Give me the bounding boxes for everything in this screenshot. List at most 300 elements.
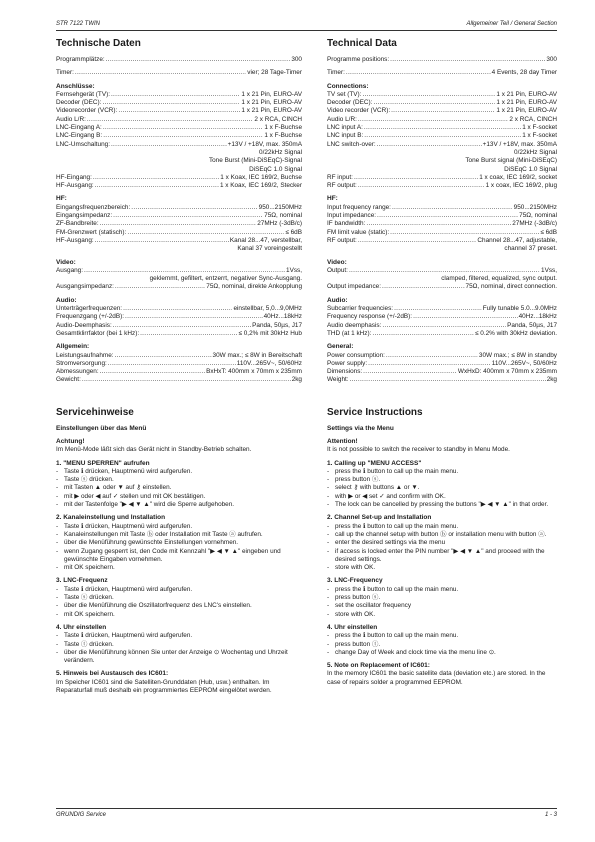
leader-dots <box>394 305 482 313</box>
spec-row <box>56 313 302 321</box>
step-item: - Kanaleinstellungen mit Taste ⓑ oder Installation mit Taste ⓐ aufrufen. <box>56 531 302 539</box>
leader-dots <box>118 107 240 115</box>
spec-value: Fully tunable 5.0...9.0MHz <box>482 305 557 313</box>
spec-row <box>56 132 302 140</box>
step-item: - mit ▶ oder ◀ auf ✓ stellen und mit OK bestätigen. <box>56 493 302 501</box>
spec-continuation: DiSEqC 1.0 Signal <box>249 165 302 173</box>
spec-row-programs <box>327 56 557 64</box>
spec-continuation: clamped, filtered, equalized, sync output. <box>441 275 557 283</box>
spec-row <box>56 283 302 291</box>
spec-value: 2kg <box>291 376 302 384</box>
step-heading: 2. Channel Set-up and Installation <box>327 514 432 522</box>
spec-value: BxHxT: 400mm x 70mm x 235mm <box>206 368 302 376</box>
spec-row-programs <box>56 56 302 64</box>
spec-value: 40Hz...18kHz <box>263 313 302 321</box>
spec-row <box>327 182 557 190</box>
spec-row <box>327 267 557 275</box>
spec-value: ≤ 6dB <box>540 228 557 236</box>
leader-dots <box>392 204 513 212</box>
spec-row <box>327 322 557 330</box>
spec-row <box>327 99 557 107</box>
spec-key: Input impedance: <box>327 212 377 220</box>
spec-key: Audio L/R: <box>56 115 86 123</box>
step-item: - Taste ⓢ drücken. <box>56 594 302 602</box>
page-footer <box>56 808 557 818</box>
column-german <box>56 38 302 695</box>
spec-key: IF bandwidth: <box>327 220 366 228</box>
spec-key: Eingangsfrequenzbereich: <box>56 203 131 211</box>
step-item: - press the ℹ button to call up the main menu. <box>327 468 557 476</box>
spec-key: Video recorder (VCR): <box>327 107 391 115</box>
spec-value: 75Ω, nominal, direct connection. <box>465 283 557 291</box>
spec-value: 75Ω, nominal, direkte Ankopplung <box>206 283 302 291</box>
leader-dots <box>358 237 477 245</box>
spec-key: LNC input B: <box>327 132 364 140</box>
leader-dots <box>350 376 546 384</box>
leader-dots <box>127 229 284 237</box>
leader-dots <box>103 124 264 132</box>
spec-key: ZF-Bandbreite: <box>56 220 99 228</box>
spec-value: Panda, 50µs, J17 <box>507 321 557 329</box>
spec-key: Audio L/R: <box>327 115 357 123</box>
leader-dots <box>377 212 518 220</box>
spec-row <box>56 237 302 245</box>
attention-heading: Attention! <box>327 437 358 445</box>
spec-key: FM limit value (static): <box>327 228 390 236</box>
leader-dots <box>358 116 509 124</box>
step-item: - if access is locked enter the PIN number "▶ ◀ ▼ ▲" and proceed with the desired settings. <box>327 548 557 565</box>
spec-row <box>56 352 302 360</box>
attention-heading: Achtung! <box>56 437 85 445</box>
spec-key: HF-Eingang: <box>56 173 92 181</box>
leader-dots <box>123 305 232 313</box>
spec-value: einstellbar, 5,0...9,0MHz <box>233 305 302 313</box>
spec-continuation: DiSEqC 1.0 Signal <box>504 165 557 173</box>
leader-dots <box>87 116 254 124</box>
step-item: - Taste ℹ drücken, Hauptmenü wird aufgerufen. <box>56 632 302 640</box>
spec-key: Gewicht: <box>56 376 81 384</box>
spec-row <box>327 204 557 212</box>
step-item: - enter the desired settings via the menu <box>327 539 557 547</box>
step-item: - Taste ℹ drücken, Hauptmenü wird aufgerufen. <box>56 586 302 594</box>
spec-value: 300 <box>546 56 557 63</box>
leader-dots <box>364 124 521 132</box>
step-item: - mit OK speichern. <box>56 564 302 572</box>
spec-row <box>327 107 557 115</box>
leader-dots <box>103 132 263 140</box>
leader-dots <box>95 237 229 245</box>
leader-dots <box>362 91 495 99</box>
spec-value: 1 x coax, IEC 169/2, plug <box>485 182 557 190</box>
leader-dots <box>93 174 219 182</box>
step-item: - press button ⓣ. <box>327 641 557 649</box>
spec-row <box>56 322 302 330</box>
step-item: - über die Menüführung die Oszillatorfrequenz des LNC's einstellen. <box>56 602 302 610</box>
spec-row <box>56 229 302 237</box>
spec-value: 1 x Koax, IEC 169/2, Stecker <box>219 182 302 190</box>
spec-row <box>327 91 557 99</box>
step-list <box>327 586 557 619</box>
spec-key: Timer: <box>56 69 74 77</box>
spec-value: 300 <box>291 56 302 63</box>
spec-value: 2 x RCA, CINCH <box>509 115 557 123</box>
step-list <box>56 468 302 509</box>
spec-row <box>56 376 302 384</box>
group-heading-hf: HF: <box>327 195 338 203</box>
spec-value: vier; 28 Tage-Timer <box>247 69 302 77</box>
step-heading: 5. Hinweis bei Austausch des IC601: <box>56 670 169 678</box>
leader-dots <box>373 99 495 107</box>
menu-settings-heading: Settings via the Menu <box>327 424 394 432</box>
spec-key: TV set (TV): <box>327 90 362 98</box>
spec-row <box>327 212 557 220</box>
step-item: - The lock can be cancelled by pressing the buttons "▶ ◀ ▼ ▲" in that order. <box>327 501 557 509</box>
spec-continuation: Tone Burst signal (Mini-DiSEqC) <box>465 157 557 165</box>
spec-key: RF input: <box>327 173 353 181</box>
group-heading-video: Video: <box>56 258 76 266</box>
spec-key: LNC-Eingang B: <box>56 132 103 140</box>
spec-key: HF-Ausgang: <box>56 236 94 244</box>
leader-dots <box>354 174 478 182</box>
spec-row <box>56 99 302 107</box>
spec-row <box>56 368 302 376</box>
leader-dots <box>111 91 240 99</box>
step-list <box>56 523 302 573</box>
spec-continuation: 0/22kHz Signal <box>514 148 557 156</box>
step-list <box>327 468 557 509</box>
step-item: - with ▶ or ◀ set ✓ and confirm with OK. <box>327 493 557 501</box>
spec-key: RF output: <box>327 236 357 244</box>
leader-dots <box>125 313 263 321</box>
spec-key: LNC-Eingang A: <box>56 124 102 132</box>
step-item: - Taste ⓣ drücken. <box>56 641 302 649</box>
spec-value: 1 x 21 Pin, EURO-AV <box>496 107 557 115</box>
spec-row <box>327 132 557 140</box>
leader-dots <box>131 204 257 212</box>
spec-row <box>56 305 302 313</box>
leader-dots <box>413 313 518 321</box>
step-heading: 1. "MENU SPERREN" aufrufen <box>56 459 150 467</box>
step-item: - press the ℹ button to call up the main menu. <box>327 632 557 640</box>
leader-dots <box>100 220 257 228</box>
spec-row <box>56 116 302 124</box>
step-item: - select ⚷ with buttons ▲ or ▼. <box>327 484 557 492</box>
leader-dots <box>386 352 478 360</box>
spec-key: Dimensions: <box>327 368 363 376</box>
spec-row <box>327 376 557 384</box>
spec-value: +13V / +18V, max. 350mA <box>227 140 302 148</box>
service-title: Service Instructions <box>327 406 423 418</box>
column-english <box>327 38 557 687</box>
spec-value: 1 x F-Buchse <box>264 124 302 132</box>
step-item: - call up the channel setup with button ⓑ or installation menu with button ⓐ. <box>327 531 557 539</box>
spec-value: 1 x F-socket <box>522 124 557 132</box>
spec-value: 1Vss, <box>541 266 557 274</box>
step-heading: 3. LNC-Frequenz <box>56 577 108 585</box>
spec-value: 110V...265V~, 50/60Hz <box>491 359 557 367</box>
step-item: - über die Menüführung können Sie unter der Anzeige ⊙ Wochentag und Uhrzeit verändern. <box>56 649 302 666</box>
group-heading-general: Allgemein: <box>56 343 90 351</box>
spec-continuation: Tone Burst (Mini-DiSEqC)-Signal <box>208 157 302 165</box>
spec-row <box>56 107 302 115</box>
leader-dots <box>391 107 495 115</box>
step-list <box>56 632 302 665</box>
spec-value: 4 Events, 28 day Timer <box>491 69 557 77</box>
step-item: - Taste ℹ drücken, Hauptmenü wird aufgerufen. <box>56 523 302 531</box>
spec-value: 1 x 21 Pin, EURO-AV <box>241 99 302 107</box>
spec-key: LNC switch-over: <box>327 140 376 148</box>
spec-row <box>327 352 557 360</box>
leader-dots <box>363 368 457 376</box>
step-heading: 4. Uhr einstellen <box>327 623 378 631</box>
spec-continuation: geklemmt, gefiltert, entzerrt, negativer Sync-Ausgang. <box>149 275 302 283</box>
spec-row <box>56 330 302 338</box>
spec-row <box>56 212 302 220</box>
spec-row <box>327 305 557 313</box>
leader-dots <box>377 141 482 149</box>
spec-row <box>56 267 302 275</box>
step-item: - press button ⓢ. <box>327 594 557 602</box>
page-number: 1 - 3 <box>544 812 557 818</box>
group-heading-connections: Connections: <box>327 82 369 90</box>
spec-row <box>56 360 302 368</box>
spec-key: Decoder (DEC): <box>56 99 102 107</box>
spec-key: FM-Grenzwert (statisch): <box>56 228 127 236</box>
spec-row <box>56 91 302 99</box>
spec-row-timer <box>327 69 557 77</box>
spec-key: Ausgang: <box>56 266 84 274</box>
spec-value: 1 x F-Buchse <box>264 132 302 140</box>
spec-value: 950...2150MHz <box>258 203 302 211</box>
leader-dots <box>113 212 263 220</box>
spec-row <box>56 174 302 182</box>
step-item: - Taste ⓢ drücken. <box>56 476 302 484</box>
leader-dots <box>390 229 539 237</box>
step-item: - press button ⓢ. <box>327 476 557 484</box>
step-item: - change Day of Week and clock time via the menu line ⊙. <box>327 649 557 657</box>
spec-row <box>327 141 557 149</box>
spec-key: LNC input A: <box>327 124 363 132</box>
spec-row <box>327 174 557 182</box>
leader-dots <box>102 99 240 107</box>
leader-dots <box>113 322 251 330</box>
spec-key: Stromversorgung: <box>56 359 107 367</box>
leader-dots <box>382 283 465 291</box>
leader-dots <box>95 182 219 190</box>
spec-value: 1 x Koax, IEC 169/2, Buchse <box>220 173 302 181</box>
step-item: - store with OK. <box>327 611 557 619</box>
spec-key: Programme positions: <box>327 56 390 63</box>
spec-value: WxHxD: 400mm x 70mm x 235mm <box>457 368 557 376</box>
group-heading-hf: HF: <box>56 195 67 203</box>
spec-row <box>56 141 302 149</box>
group-heading-audio: Audio: <box>56 296 77 304</box>
leader-dots <box>82 376 291 384</box>
step-heading: 5. Note on Replacement of IC601: <box>327 662 430 670</box>
leader-dots <box>390 56 545 64</box>
leader-dots <box>115 352 212 360</box>
group-heading-general: General: <box>327 343 354 351</box>
spec-key: Output impedance: <box>327 283 381 291</box>
group-heading-video: Video: <box>327 258 347 266</box>
spec-key: Subcarrier frequencies: <box>327 305 394 313</box>
leader-dots <box>75 69 246 77</box>
spec-value: Kanal 28...47, verstellbar, <box>229 236 302 244</box>
spec-value: 110V...265V~, 50/60Hz <box>236 359 302 367</box>
step-item: - mit der Tastenfolge "▶ ◀ ▼ ▲" wird die Sperre aufgehoben. <box>56 501 302 509</box>
spec-key: Power consumption: <box>327 351 385 359</box>
spec-value: ≤ 0,2% mit 30kHz Hub <box>238 329 302 337</box>
step-item: - press the ℹ button to call up the main menu. <box>327 523 557 531</box>
spec-key: Unterträgerfrequenzen: <box>56 305 123 313</box>
leader-dots <box>100 368 205 376</box>
spec-key: THD (at 1 kHz): <box>327 329 372 337</box>
step-heading: 3. LNC-Frequency <box>327 577 383 585</box>
spec-value: 1 x 21 Pin, EURO-AV <box>241 90 302 98</box>
service-title: Servicehinweise <box>56 406 134 418</box>
spec-key: Programmplätze: <box>56 56 105 63</box>
step-item: - Taste ℹ drücken, Hauptmenü wird aufgerufen. <box>56 468 302 476</box>
spec-value: 30W max.; ≤ 8W in Bereitschaft <box>212 351 302 359</box>
spec-row <box>56 124 302 132</box>
spec-row <box>56 204 302 212</box>
spec-row <box>327 124 557 132</box>
step-list <box>327 523 557 573</box>
spec-row-timer <box>56 69 302 77</box>
spec-continuation: 0/22kHz Signal <box>259 148 302 156</box>
page-header <box>56 21 557 31</box>
spec-key: Input frequency range: <box>327 203 391 211</box>
spec-value: 1 x 21 Pin, EURO-AV <box>496 99 557 107</box>
spec-row <box>327 368 557 376</box>
leader-dots <box>108 360 236 368</box>
spec-key: Decoder (DEC): <box>327 99 373 107</box>
spec-row <box>327 283 557 291</box>
spec-row <box>327 330 557 338</box>
spec-key: RF output: <box>327 182 357 190</box>
spec-value: 1 x 21 Pin, EURO-AV <box>496 90 557 98</box>
spec-key: Ausgangsimpedanz: <box>56 283 114 291</box>
footer-brand: GRUNDIG Service <box>56 812 107 818</box>
leader-dots <box>372 330 474 338</box>
step-heading: 1. Calling up "MENU ACCESS" <box>327 459 422 467</box>
spec-value: 27MHz (-3dB/c) <box>257 220 302 228</box>
spec-value: 1 x 21 Pin, EURO-AV <box>241 107 302 115</box>
step-heading: 2. Kanaleinstellung und Installation <box>56 514 166 522</box>
spec-row <box>327 220 557 228</box>
model-label: STR 7122 TWIN <box>56 21 101 27</box>
spec-row <box>327 237 557 245</box>
spec-value: 2 x RCA, CINCH <box>254 115 302 123</box>
spec-value: +13V / +18V, max. 350mA <box>482 140 557 148</box>
leader-dots <box>368 360 491 368</box>
leader-dots <box>382 322 506 330</box>
section-title: Technische Daten <box>56 38 141 49</box>
spec-value: 30W max.; ≤ 8W in standby <box>478 351 557 359</box>
step-heading: 4. Uhr einstellen <box>56 623 107 631</box>
attention-text: Im Menü-Mode läßt sich das Gerät nicht in Standby-Betrieb schalten. <box>56 446 252 454</box>
spec-continuation: Kanal 37 voreingestellt <box>237 245 302 253</box>
spec-key: Leistungsaufnahme: <box>56 351 114 359</box>
step-item: - press the ℹ button to call up the main menu. <box>327 586 557 594</box>
spec-key: Frequenzgang (+/-2dB): <box>56 313 125 321</box>
spec-key: Weight: <box>327 376 349 384</box>
leader-dots <box>349 267 540 275</box>
note-text: Im Speicher IC601 sind die Satelliten-Grunddaten (Hub, usw.) enthalten. Im Reparaturfall muß deshalb ein programmiertes EEPROM eingelötet werden. <box>56 678 272 694</box>
step-list <box>327 632 557 657</box>
spec-row <box>327 313 557 321</box>
step-list <box>56 586 302 619</box>
spec-key: Audio-Deemphasis: <box>56 321 112 329</box>
leader-dots <box>115 283 205 291</box>
spec-value: 2kg <box>546 376 557 384</box>
note-text: In the memory IC601 the basic satellite data (deviation etc.) are stored. In the case of repairs solder a programmed EEPROM. <box>327 670 546 686</box>
leader-dots <box>106 56 291 64</box>
spec-key: HF-Ausgang: <box>56 182 94 190</box>
spec-value: ≤ 0.2% with 30kHz deviation. <box>474 329 557 337</box>
spec-key: Power supply: <box>327 359 368 367</box>
spec-key: LNC-Umschaltung: <box>56 140 110 148</box>
leader-dots <box>366 220 511 228</box>
step-item: - über die Menüführung gewünschte Einstellungen vornehmen. <box>56 539 302 547</box>
leader-dots <box>140 330 237 338</box>
group-heading-audio: Audio: <box>327 296 348 304</box>
spec-key: Timer: <box>327 69 345 77</box>
leader-dots <box>346 69 491 77</box>
group-heading-connections: Anschlüsse: <box>56 82 95 90</box>
spec-key: Frequency response (+/-2dB): <box>327 313 413 321</box>
spec-key: Audio deemphasis: <box>327 321 382 329</box>
attention-text: It is not possible to switch the receiver to standby in Menu Mode. <box>327 446 510 454</box>
spec-key: Fernsehgerät (TV): <box>56 90 110 98</box>
spec-value: 75Ω, nominal <box>519 212 557 220</box>
menu-settings-heading: Einstellungen über das Menü <box>56 424 147 432</box>
section-label: Allgemeiner Teil / General Section <box>466 21 557 27</box>
spec-key: Videorecorder (VCR): <box>56 107 118 115</box>
step-item: - wenn Zugang gesperrt ist, den Code mit Kennzahl "▶ ◀ ▼ ▲" eingeben und gewünschte Eingaben vornehmen. <box>56 548 302 565</box>
spec-key: Eingangsimpedanz: <box>56 212 113 220</box>
step-item: - mit OK speichern. <box>56 611 302 619</box>
spec-value: 75Ω, nominal <box>264 212 302 220</box>
spec-value: 950...2150MHz <box>513 203 557 211</box>
spec-value: ≤ 6dB <box>285 228 302 236</box>
spec-continuation: channel 37 preset. <box>504 245 557 253</box>
spec-value: 27MHz (-3dB/c) <box>512 220 557 228</box>
spec-row <box>56 182 302 190</box>
step-item: - mit Tasten ▲ oder ▼ auf ⚷ einstellen. <box>56 484 302 492</box>
leader-dots <box>364 132 521 140</box>
spec-value: 1 x F-socket <box>522 132 557 140</box>
spec-value: 40Hz...18kHz <box>518 313 557 321</box>
step-item: - set the oscillator frequency <box>327 602 557 610</box>
spec-row <box>56 220 302 228</box>
leader-dots <box>111 141 227 149</box>
leader-dots <box>358 182 485 190</box>
spec-value: Channel 28...47, adjustable, <box>477 236 557 244</box>
spec-key: Output: <box>327 266 348 274</box>
spec-value: 1Vss, <box>286 266 302 274</box>
spec-row <box>327 229 557 237</box>
spec-row <box>327 116 557 124</box>
spec-value: 1 x coax, IEC 169/2, socket <box>479 173 557 181</box>
step-item: - store with OK. <box>327 564 557 572</box>
spec-key: Gesamtklirrfaktor (bei 1 kHz): <box>56 329 140 337</box>
leader-dots <box>84 267 285 275</box>
spec-value: Panda, 50µs, J17 <box>252 321 302 329</box>
spec-row <box>327 360 557 368</box>
spec-key: Abmessungen: <box>56 368 99 376</box>
section-title: Technical Data <box>327 38 397 49</box>
